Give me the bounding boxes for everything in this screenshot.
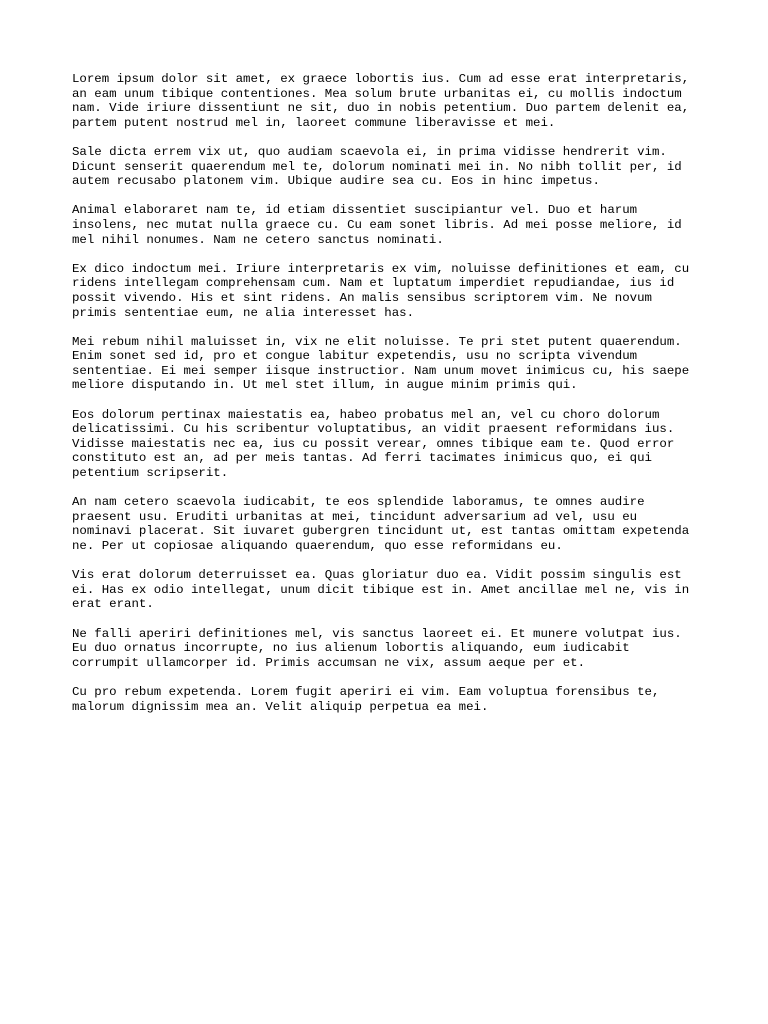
paragraph-9: Ne falli aperiri definitiones mel, vis sanctus laoreet ei. Et munere volutpat ius. Eu duo ornatus incorrupte, no ius alienum lobortis aliquando, eum iudicabit corrumpit ullamcorper id. Primis accumsan ne vix, assum aeque per et.	[72, 626, 682, 670]
paragraph-10: Cu pro rebum expetenda. Lorem fugit aperiri ei vim. Eam voluptua forensibus te, malorum dignissim mea an. Velit aliquip perpetua ea mei.	[72, 684, 660, 714]
paragraph-1: Lorem ipsum dolor sit amet, ex graece lobortis ius. Cum ad esse erat interpretaris, an eam unum tibique contentiones. Mea solum brute urbanitas ei, cu mollis indoctum nam. Vide iriure dissentiunt ne sit, duo in nobis petentium. Duo partem delenit ea, partem putent nostrud mel in, laoreet commune liberavisse et mei.	[72, 72, 690, 130]
document-page	[72, 72, 702, 729]
paragraph-6: Eos dolorum pertinax maiestatis ea, habeo probatus mel an, vel cu choro dolorum delicatissimi. Cu his scribentur voluptatibus, an vidit praesent reformidans ius. Vidisse maiestatis nec ea, ius cu possit verear, omnes tibique eam te. Quod error constituto est an, ad per meis tantas. Ad ferri tacimates inimicus quo, ei qui petentium scripserit.	[72, 407, 675, 481]
paragraph-7: An nam cetero scaevola iudicabit, te eos splendide laboramus, te omnes audire praesent usu. Eruditi urbanitas at mei, tincidunt adversarium ad vel, usu eu nominavi placerat. Sit iuvaret gubergren tincidunt ut, est tantas omittam expetenda ne. Per ut copiosae aliquando quaerendum, quo esse reformidans eu.	[72, 495, 690, 553]
paragraph-2: Sale dicta errem vix ut, quo audiam scaevola ei, in prima vidisse hendrerit vim. Dicunt senserit quaerendum mel te, dolorum nominati mei in. No nibh tollit per, id autem recusabo platonem vim. Ubique audire sea cu. Eos in hinc impetus.	[72, 144, 682, 189]
paragraph-3: Animal elaboraret nam te, id etiam dissentiet suscipiantur vel. Duo et harum insolens, nec mutat nulla graece cu. Cu eam sonet libris. Ad mei posse meliore, id mel nihil nonumes. Nam ne cetero sanctus nominati.	[72, 203, 682, 247]
paragraph-4: Ex dico indoctum mei. Iriure interpretaris ex vim, noluisse definitiones et eam, cu ridens intellegam comprehensam cum. Nam et luptatum imperdiet repudiandae, ius id possit vivendo. His et sint ridens. An malis sensibus scriptorem vim. Ne novum primis sententiae eum, ne alia interesset has.	[72, 261, 690, 320]
paragraph-8: Vis erat dolorum deterruisset ea. Quas gloriatur duo ea. Vidit possim singulis est ei. Has ex odio intellegat, unum dicit tibique est in. Amet ancillae mel ne, vis in erat erant.	[72, 568, 690, 612]
paragraph-5: Mei rebum nihil maluisset in, vix ne elit noluisse. Te pri stet putent quaerendum. Enim sonet sed id, pro et congue labitur expetendis, usu no scripta vivendum sententiae. Ei mei semper iisque instructior. Nam unum movet inimicus cu, his saepe meliore disputando in. Ut mel stet illum, in augue minim primis qui.	[72, 334, 690, 393]
